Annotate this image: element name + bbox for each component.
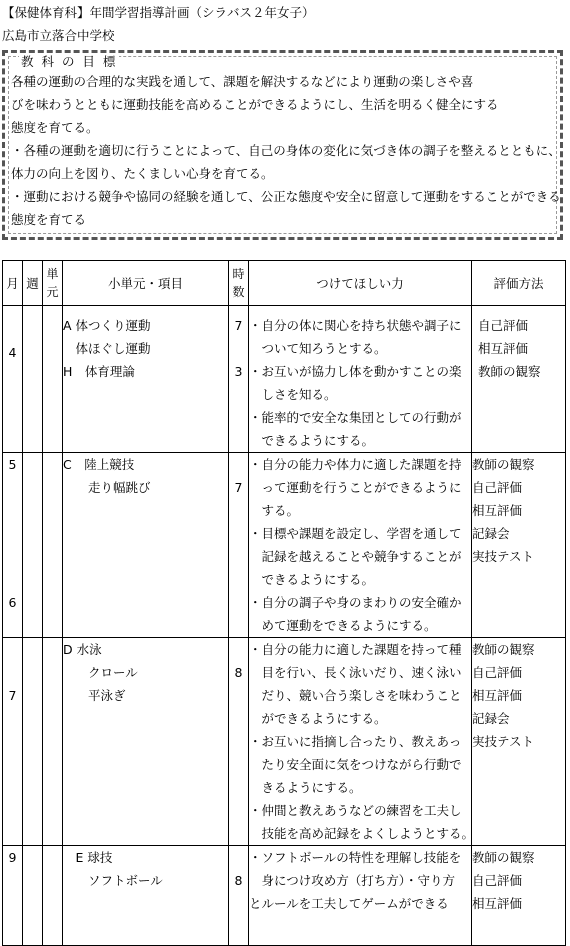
school-name: 広島市立落合中学校	[2, 28, 115, 43]
ability-line: ・お互いに指摘し合ったり、教えあっ	[249, 734, 462, 749]
ability-line: する。	[249, 503, 300, 518]
ability-line: ・ソフトボールの特性を理解し技能を	[249, 850, 462, 865]
hours-value: 7	[234, 318, 243, 333]
ability-line: 技能を高め記録をよくしようとする。	[249, 826, 475, 841]
table-row	[3, 638, 566, 846]
evaluation-item: 自己評価	[478, 318, 529, 333]
goal-line: 態度を育てる。	[11, 120, 99, 135]
evaluation-item: 記録会	[472, 526, 510, 541]
ability-line: ・お互いが協力し体を動かすことの楽	[249, 364, 462, 379]
hours-value: 3	[234, 364, 243, 379]
month-cell	[3, 453, 23, 638]
item-line: D 水泳	[63, 642, 102, 657]
hours-value: 7	[234, 480, 243, 495]
goal-line: ・運動における競争や協同の経験を通して、公正な態度や安全に留意して運動をすることができる	[11, 189, 561, 204]
ability-line: とルールを工夫してゲームができる	[249, 896, 449, 911]
goal-line: 態度を育てる	[11, 212, 87, 227]
ability-line: ・仲間と教えあうなどの練習を工夫し	[249, 803, 462, 818]
hours-cell	[229, 453, 249, 638]
ability-line: きるようにする。	[249, 780, 362, 795]
item-cell	[63, 306, 229, 453]
ability-line: ができるようにする。	[249, 711, 387, 726]
evaluation-item: 自己評価	[472, 665, 523, 680]
evaluation-item: 実技テスト	[472, 734, 535, 749]
table-header-row	[3, 261, 566, 306]
header-month: 月	[3, 261, 23, 306]
item-line: 体ほぐし運動	[63, 341, 151, 356]
header-item: 小単元・項目	[63, 261, 229, 306]
evaluation-item: 自己評価	[472, 480, 523, 495]
item-line: ソフトボール	[63, 873, 163, 888]
header-unit: 単元	[43, 261, 63, 306]
ability-line: ・目標や課題を設定し、学習を通して	[249, 526, 462, 541]
ability-line: できるようにする。	[249, 433, 375, 448]
week-cell	[23, 846, 43, 946]
hours-value: 8	[234, 873, 243, 888]
hours-cell	[229, 638, 249, 846]
month-label: 6	[8, 595, 17, 610]
header-evaluation: 評価方法	[472, 261, 566, 306]
month-label: 5	[8, 457, 17, 472]
unit-cell	[43, 306, 63, 453]
ability-line: ついて知ろうとする。	[249, 341, 387, 356]
evaluation-cell	[472, 306, 566, 453]
month-cell: 7	[3, 638, 23, 846]
ability-line: 記録を越えることや競争することが	[249, 549, 462, 564]
month-cell: 4	[3, 306, 23, 453]
ability-line: ・自分の調子や身のまわりの安全確か	[249, 595, 462, 610]
unit-cell	[43, 638, 63, 846]
ability-line: たり安全面に気をつけながら行動で	[249, 757, 462, 772]
ability-line: って運動を行うことができるように	[249, 480, 462, 495]
item-line: C 陸上競技	[63, 457, 135, 472]
syllabus-table	[2, 260, 566, 946]
evaluation-item: 教師の観察	[472, 457, 535, 472]
header-ability: つけてほしい力	[249, 261, 472, 306]
item-line: E 球技	[63, 850, 113, 865]
goal-line: ・各種の運動を適切に行うことによって、自己の身体の変化に気づき体の調子を整えるとともに、	[11, 143, 561, 158]
header-hours: 時数	[229, 261, 249, 306]
goals-box	[2, 50, 563, 240]
ability-line: 目を行い、長く泳いだり、速く泳い	[249, 665, 462, 680]
ability-cell	[249, 846, 472, 946]
table-row	[3, 846, 566, 946]
evaluation-item: 相互評価	[472, 688, 523, 703]
item-line: クロール	[63, 665, 138, 680]
goal-line: 各種の運動の合理的な実践を通して、課題を解決するなどにより運動の楽しさや喜	[11, 74, 474, 89]
week-cell	[23, 638, 43, 846]
ability-cell	[249, 306, 472, 453]
table-row	[3, 453, 566, 638]
week-cell	[23, 453, 43, 638]
ability-line: 身につけ攻め方（打ち方）・守り方	[249, 873, 456, 888]
evaluation-item: 相互評価	[472, 896, 523, 911]
evaluation-item: 教師の観察	[472, 642, 535, 657]
evaluation-item: 自己評価	[472, 873, 523, 888]
goal-line: 体力の向上を図り、たくましい心身を育てる。	[11, 166, 274, 181]
evaluation-cell	[472, 638, 566, 846]
item-line: H 体育理論	[63, 364, 135, 379]
evaluation-item: 記録会	[472, 711, 510, 726]
ability-line: しさを知る。	[249, 387, 337, 402]
evaluation-item: 相互評価	[472, 503, 523, 518]
month-cell: 9	[3, 846, 23, 946]
ability-cell	[249, 638, 475, 846]
item-cell	[63, 846, 229, 946]
evaluation-item: 相互評価	[478, 341, 529, 356]
evaluation-item: 実技テスト	[472, 549, 535, 564]
ability-line: だり、競い合う楽しさを味わうこと	[249, 688, 462, 703]
ability-line: ・自分の能力に適した課題を持って種	[249, 642, 462, 657]
ability-cell	[249, 453, 472, 638]
item-cell	[63, 453, 229, 638]
unit-cell	[43, 453, 63, 638]
item-cell	[63, 638, 229, 846]
page-title: 【保健体育科】年間学習指導計画（シラバス２年女子）	[2, 5, 315, 20]
item-line: A 体つくり運動	[63, 318, 151, 333]
hours-cell	[229, 306, 249, 453]
table-row	[3, 306, 566, 453]
ability-line: ・自分の体に関心を持ち状態や調子に	[249, 318, 462, 333]
ability-line: めて運動をできるようにする。	[249, 618, 437, 633]
ability-line: できるようにする。	[249, 572, 375, 587]
item-line: 平泳ぎ	[63, 688, 126, 703]
header-week: 週	[23, 261, 43, 306]
evaluation-item: 教師の観察	[472, 850, 535, 865]
goal-line: びを味わうとともに運動技能を高めることができるようにし、生活を明るく健全にする	[11, 97, 499, 112]
ability-line: ・能率的で安全な集団としての行動が	[249, 410, 462, 425]
evaluation-item: 教師の観察	[478, 364, 541, 379]
evaluation-cell	[472, 846, 566, 946]
unit-cell	[43, 846, 63, 946]
evaluation-cell	[472, 453, 566, 638]
item-line: 走り幅跳び	[63, 480, 151, 495]
hours-cell	[229, 846, 249, 946]
week-cell	[23, 306, 43, 453]
goals-heading: 教 科 の 目 標	[21, 54, 118, 69]
hours-value: 8	[234, 665, 243, 680]
ability-line: ・自分の能力や体力に適した課題を持	[249, 457, 462, 472]
